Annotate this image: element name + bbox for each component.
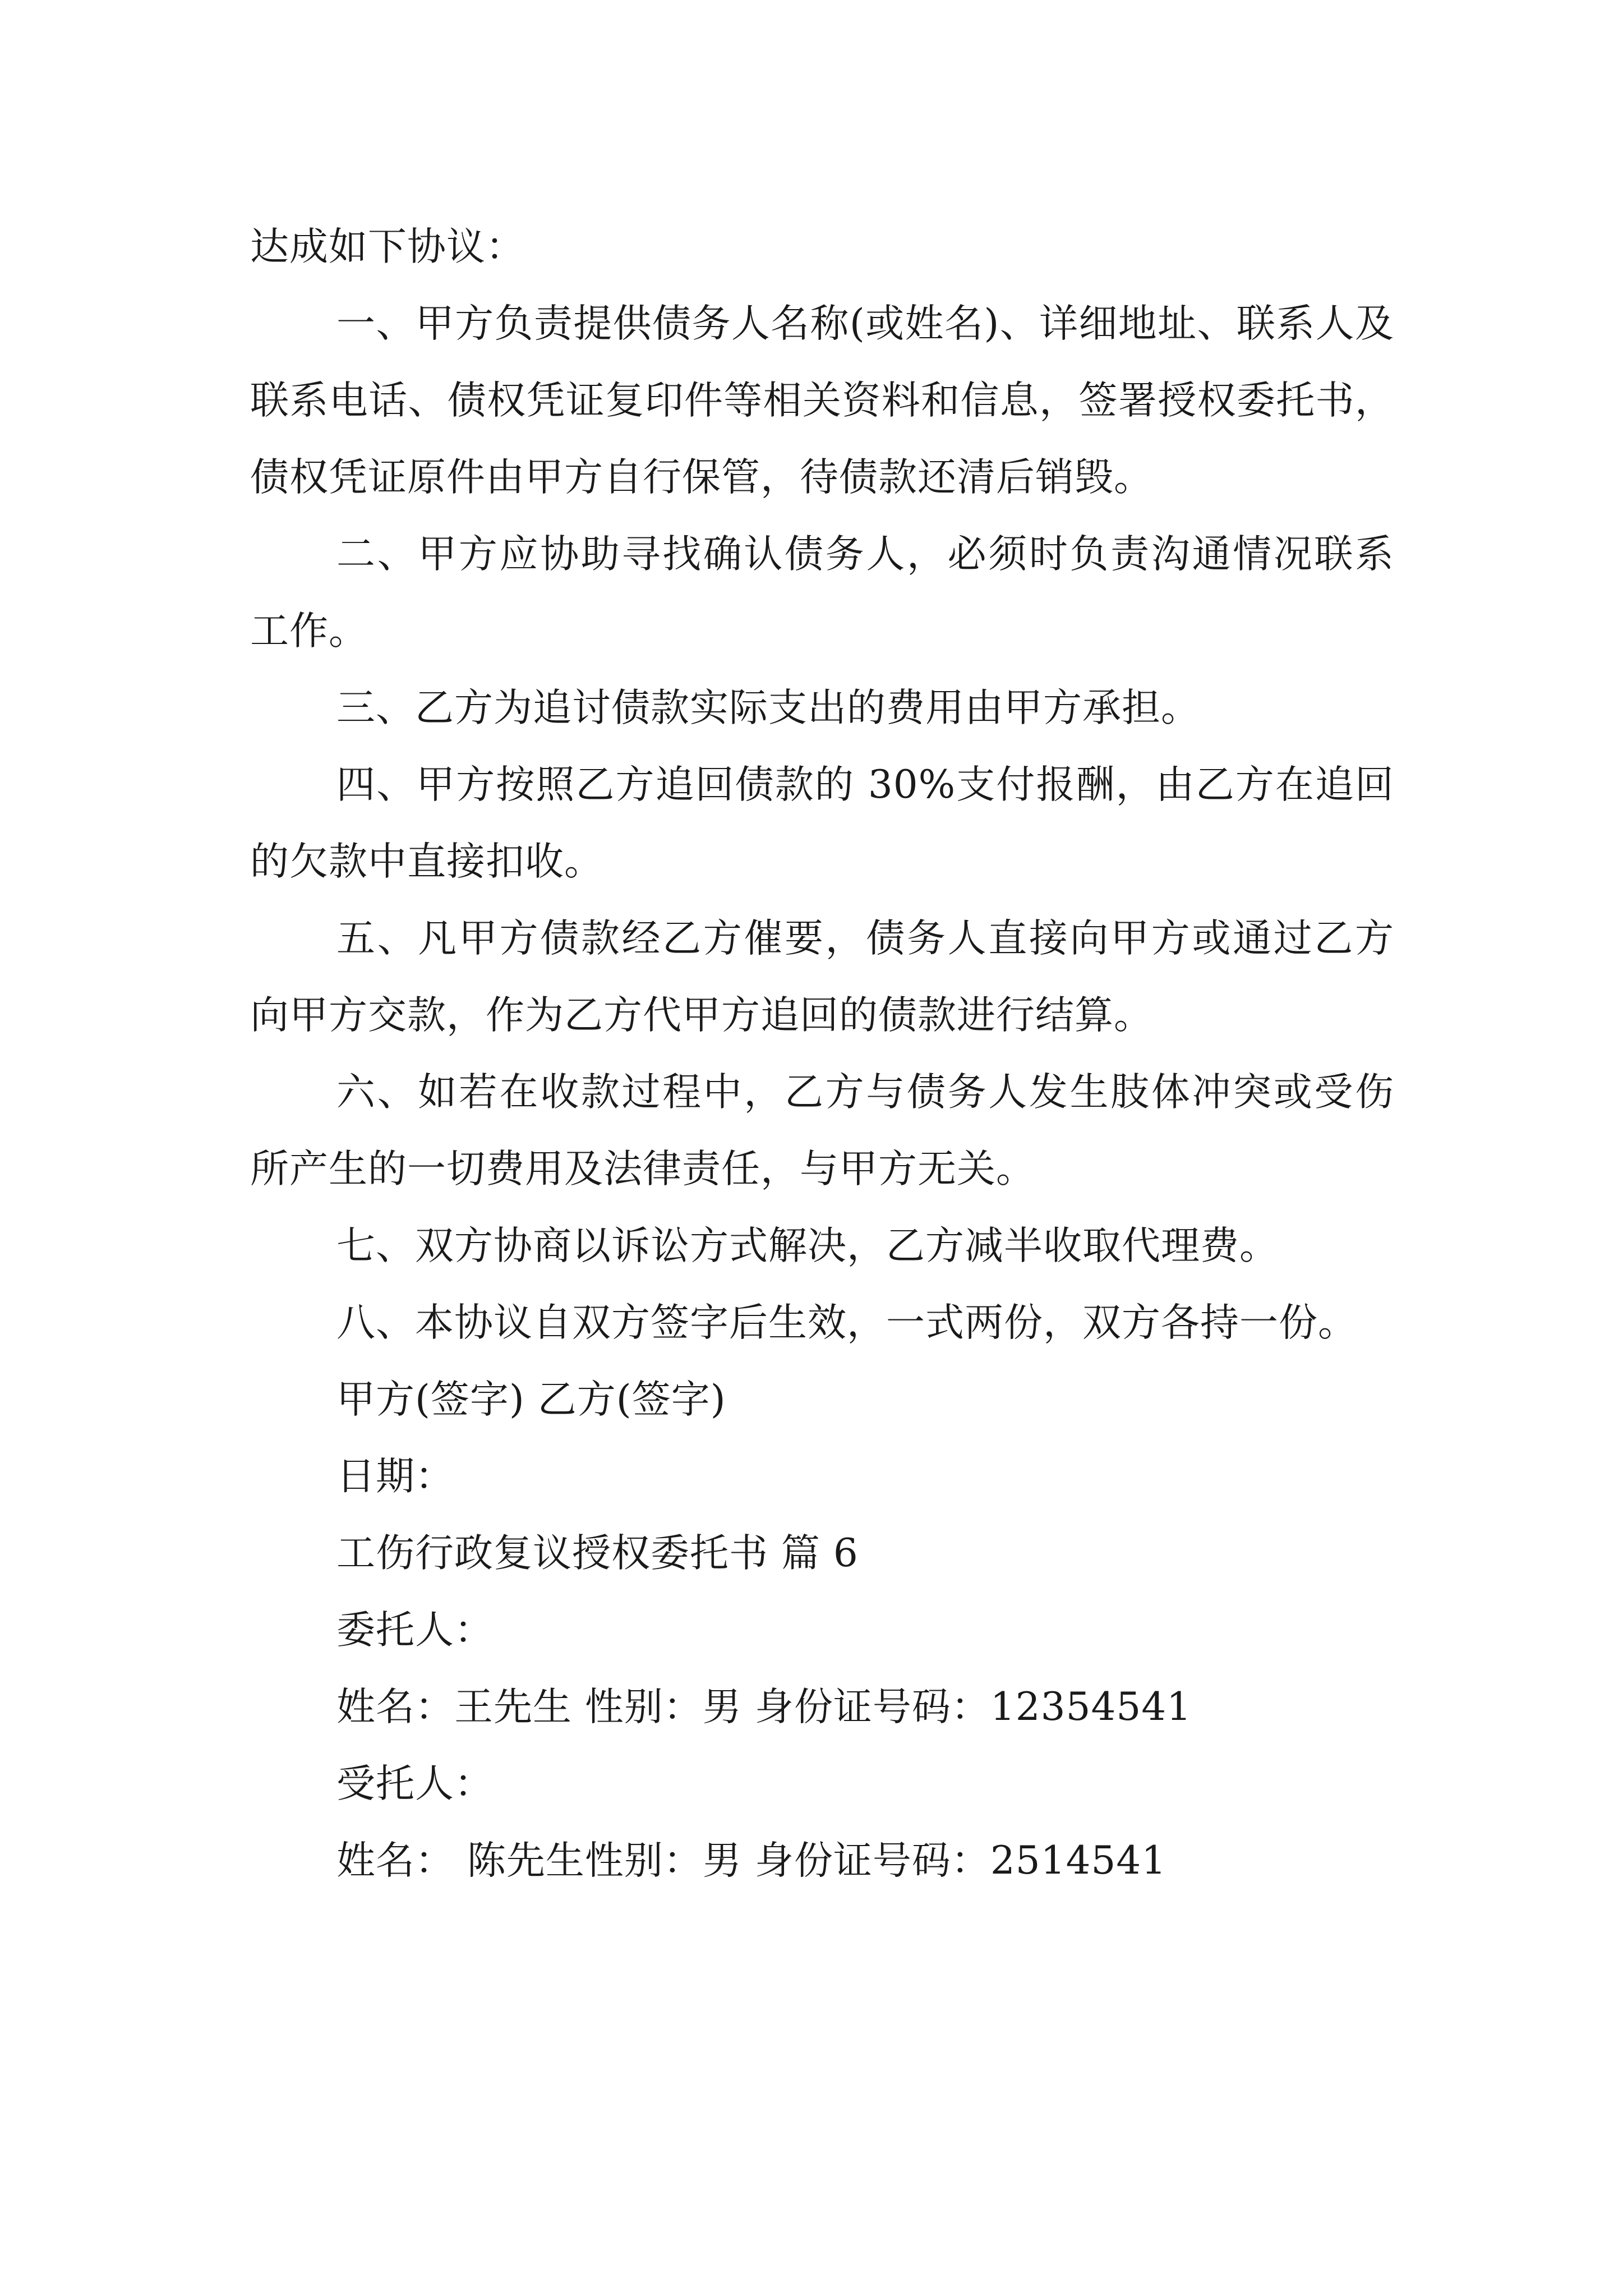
clause-8: 八、本协议自双方签字后生效，一式两份，双方各持一份。 xyxy=(336,1300,1357,1345)
date-line: 日期： xyxy=(336,1454,454,1499)
intro-line: 达成如下协议： xyxy=(250,224,525,269)
clause-7: 七、双方协商以诉讼方式解决，乙方减半收取代理费。 xyxy=(336,1223,1279,1268)
clause-2: 二、甲方应协助寻找确认债务人，必须时负责沟通情况联系工作。 xyxy=(250,532,1394,654)
agent-label: 受托人： xyxy=(336,1761,494,1806)
principal-info: 姓名：王先生 性别：男 身份证号码：12354541 xyxy=(336,1685,1192,1729)
agent-info: 姓名： 陈先生性别：男 身份证号码：2514541 xyxy=(336,1838,1167,1883)
clause-4: 四、甲方按照乙方追回债款的 30%支付报酬，由乙方在追回的欠款中直接扣收。 xyxy=(250,762,1394,884)
document-body xyxy=(250,209,1394,1899)
principal-label: 委托人： xyxy=(336,1608,494,1653)
clause-6: 六、如若在收款过程中，乙方与债务人发生肢体冲突或受伤所产生的一切费用及法律责任，与甲方无关。 xyxy=(250,1070,1394,1191)
clause-5: 五、凡甲方债款经乙方催要，债务人直接向甲方或通过乙方向甲方交款，作为乙方代甲方追回的债款进行结算。 xyxy=(250,916,1394,1038)
signature-line: 甲方(签字) 乙方(签字) xyxy=(336,1377,726,1422)
clause-3: 三、乙方为追讨债款实际支出的费用由甲方承担。 xyxy=(336,685,1200,730)
section-title: 工伤行政复议授权委托书 篇 6 xyxy=(336,1531,859,1576)
clause-1: 一、甲方负责提供债务人名称(或姓名)、详细地址、联系人及联系电话、债权凭证复印件等相关资料和信息，签署授权委托书，债权凭证原件由甲方自行保管，待债款还清后销毁。 xyxy=(250,301,1394,500)
